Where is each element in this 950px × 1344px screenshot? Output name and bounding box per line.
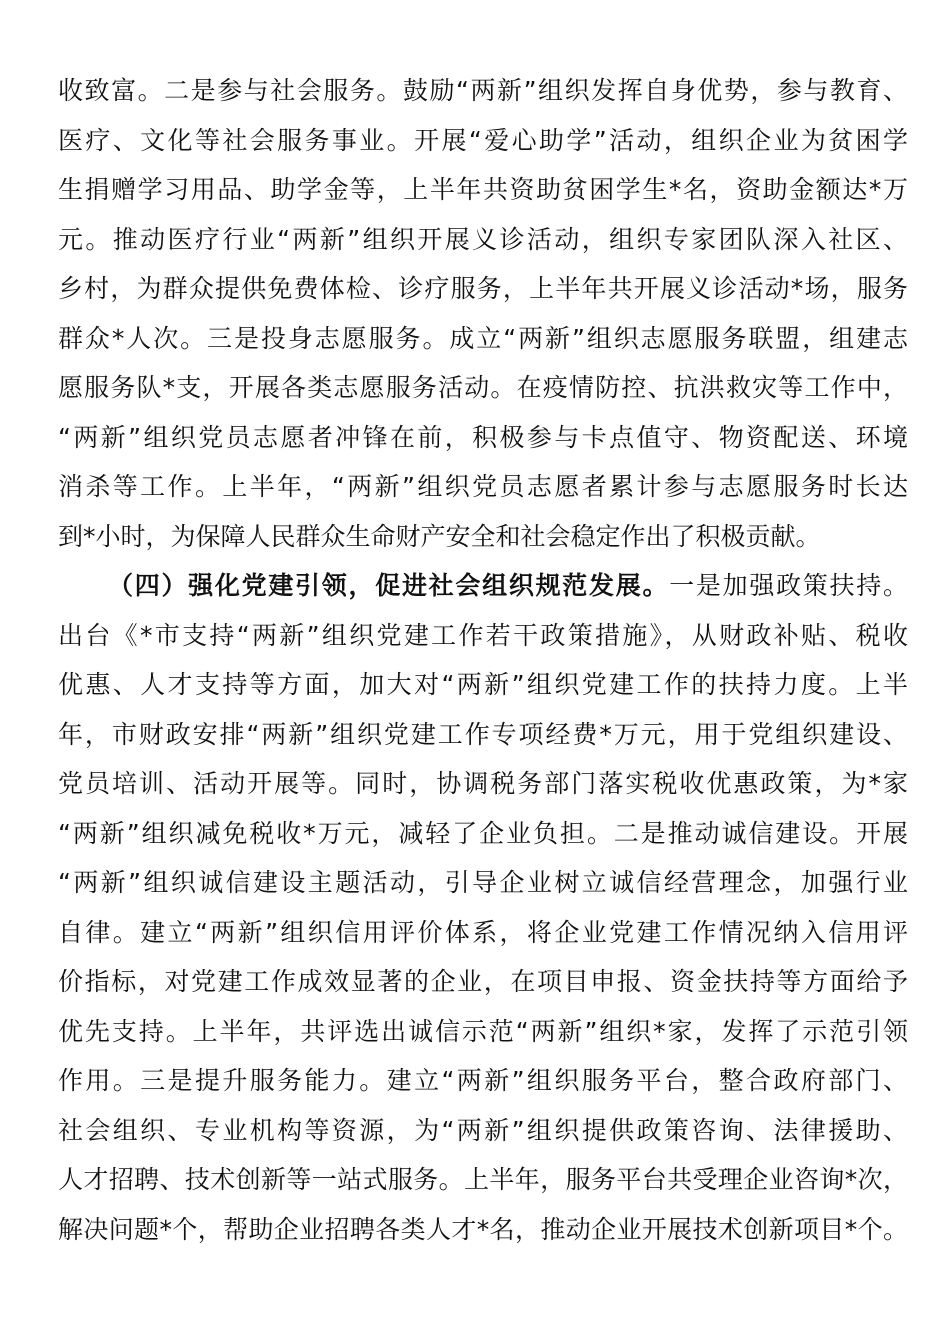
paragraph-line: 元。推动医疗行业“两新”组织开展义诊活动，组织专家团队深入社区、 bbox=[58, 224, 908, 254]
paragraph-line: 优先支持。上半年，共评选出诚信示范“两新”组织*家，发挥了示范引领 bbox=[58, 1016, 908, 1046]
paragraph-line: 人才招聘、技术创新等一站式服务。上半年，服务平台共受理企业咨询*次， bbox=[58, 1165, 908, 1194]
paragraph-line: 群众*人次。三是投身志愿服务。成立“两新”组织志愿服务联盟，组建志 bbox=[58, 323, 908, 353]
paragraph-line: 出台《*市支持“两新”组织党建工作若干政策措施》，从财政补贴、税收 bbox=[58, 620, 908, 650]
paragraph-line: 社会组织、专业机构等资源，为“两新”组织提供政策咨询、法律援助、 bbox=[58, 1115, 908, 1145]
paragraph-line: 优惠、人才支持等方面，加大对“两新”组织党建工作的扶持力度。上半 bbox=[58, 670, 908, 699]
paragraph-first-line bbox=[58, 561, 908, 611]
paragraph-line: 作用。三是提升服务能力。建立“两新”组织服务平台，整合政府部门、 bbox=[58, 1066, 908, 1095]
paragraph-line: 收致富。二是参与社会服务。鼓励“两新”组织发挥自身优势，参与教育、 bbox=[58, 76, 908, 105]
paragraph-line: “两新”组织减免税收*万元，减轻了企业负担。二是推动诚信建设。开展 bbox=[58, 818, 908, 848]
paragraph-1 bbox=[58, 66, 908, 561]
paragraph-line: 解决问题*个，帮助企业招聘各类人才*名，推动企业开展技术创新项目*个。 bbox=[58, 1214, 908, 1244]
paragraph-line: “两新”组织诚信建设主题活动，引导企业树立诚信经营理念，加强行业 bbox=[58, 868, 908, 897]
paragraph-line: “两新”组织党员志愿者冲锋在前，积极参与卡点值守、物资配送、环境 bbox=[58, 422, 908, 452]
paragraph-line: 乡村，为群众提供免费体检、诊疗服务，上半年共开展义诊活动*场，服务 bbox=[58, 274, 908, 303]
paragraph-line: 消杀等工作。上半年，“两新”组织党员志愿者累计参与志愿服务时长达 bbox=[58, 472, 908, 501]
heading-continuation: 一是加强政策扶持。 bbox=[669, 571, 908, 600]
paragraph-line: 生捐赠学习用品、助学金等，上半年共资助贫困学生*名，资助金额达*万 bbox=[58, 175, 908, 204]
paragraph-line: 医疗、文化等社会服务事业。开展“爱心助学”活动，组织企业为贫困学 bbox=[58, 125, 908, 155]
paragraph-line: 年，市财政安排“两新”组织党建工作专项经费*万元，用于党组织建设、 bbox=[58, 719, 908, 749]
paragraph-2 bbox=[58, 561, 908, 1254]
paragraph-line: 愿服务队*支，开展各类志愿服务活动。在疫情防控、抗洪救灾等工作中， bbox=[58, 373, 908, 402]
section-heading: （四）强化党建引领，促进社会组织规范发展。 bbox=[108, 571, 670, 600]
paragraph-line: 价指标，对党建工作成效显著的企业，在项目申报、资金扶持等方面给予 bbox=[58, 967, 908, 996]
paragraph-line: 自律。建立“两新”组织信用评价体系，将企业党建工作情况纳入信用评 bbox=[58, 917, 908, 947]
paragraph-line: 到*小时，为保障人民群众生命财产安全和社会稳定作出了积极贡献。 bbox=[58, 521, 821, 551]
paragraph-line: 党员培训、活动开展等。同时，协调税务部门落实税收优惠政策，为*家 bbox=[58, 769, 908, 798]
document-body bbox=[58, 66, 908, 1254]
